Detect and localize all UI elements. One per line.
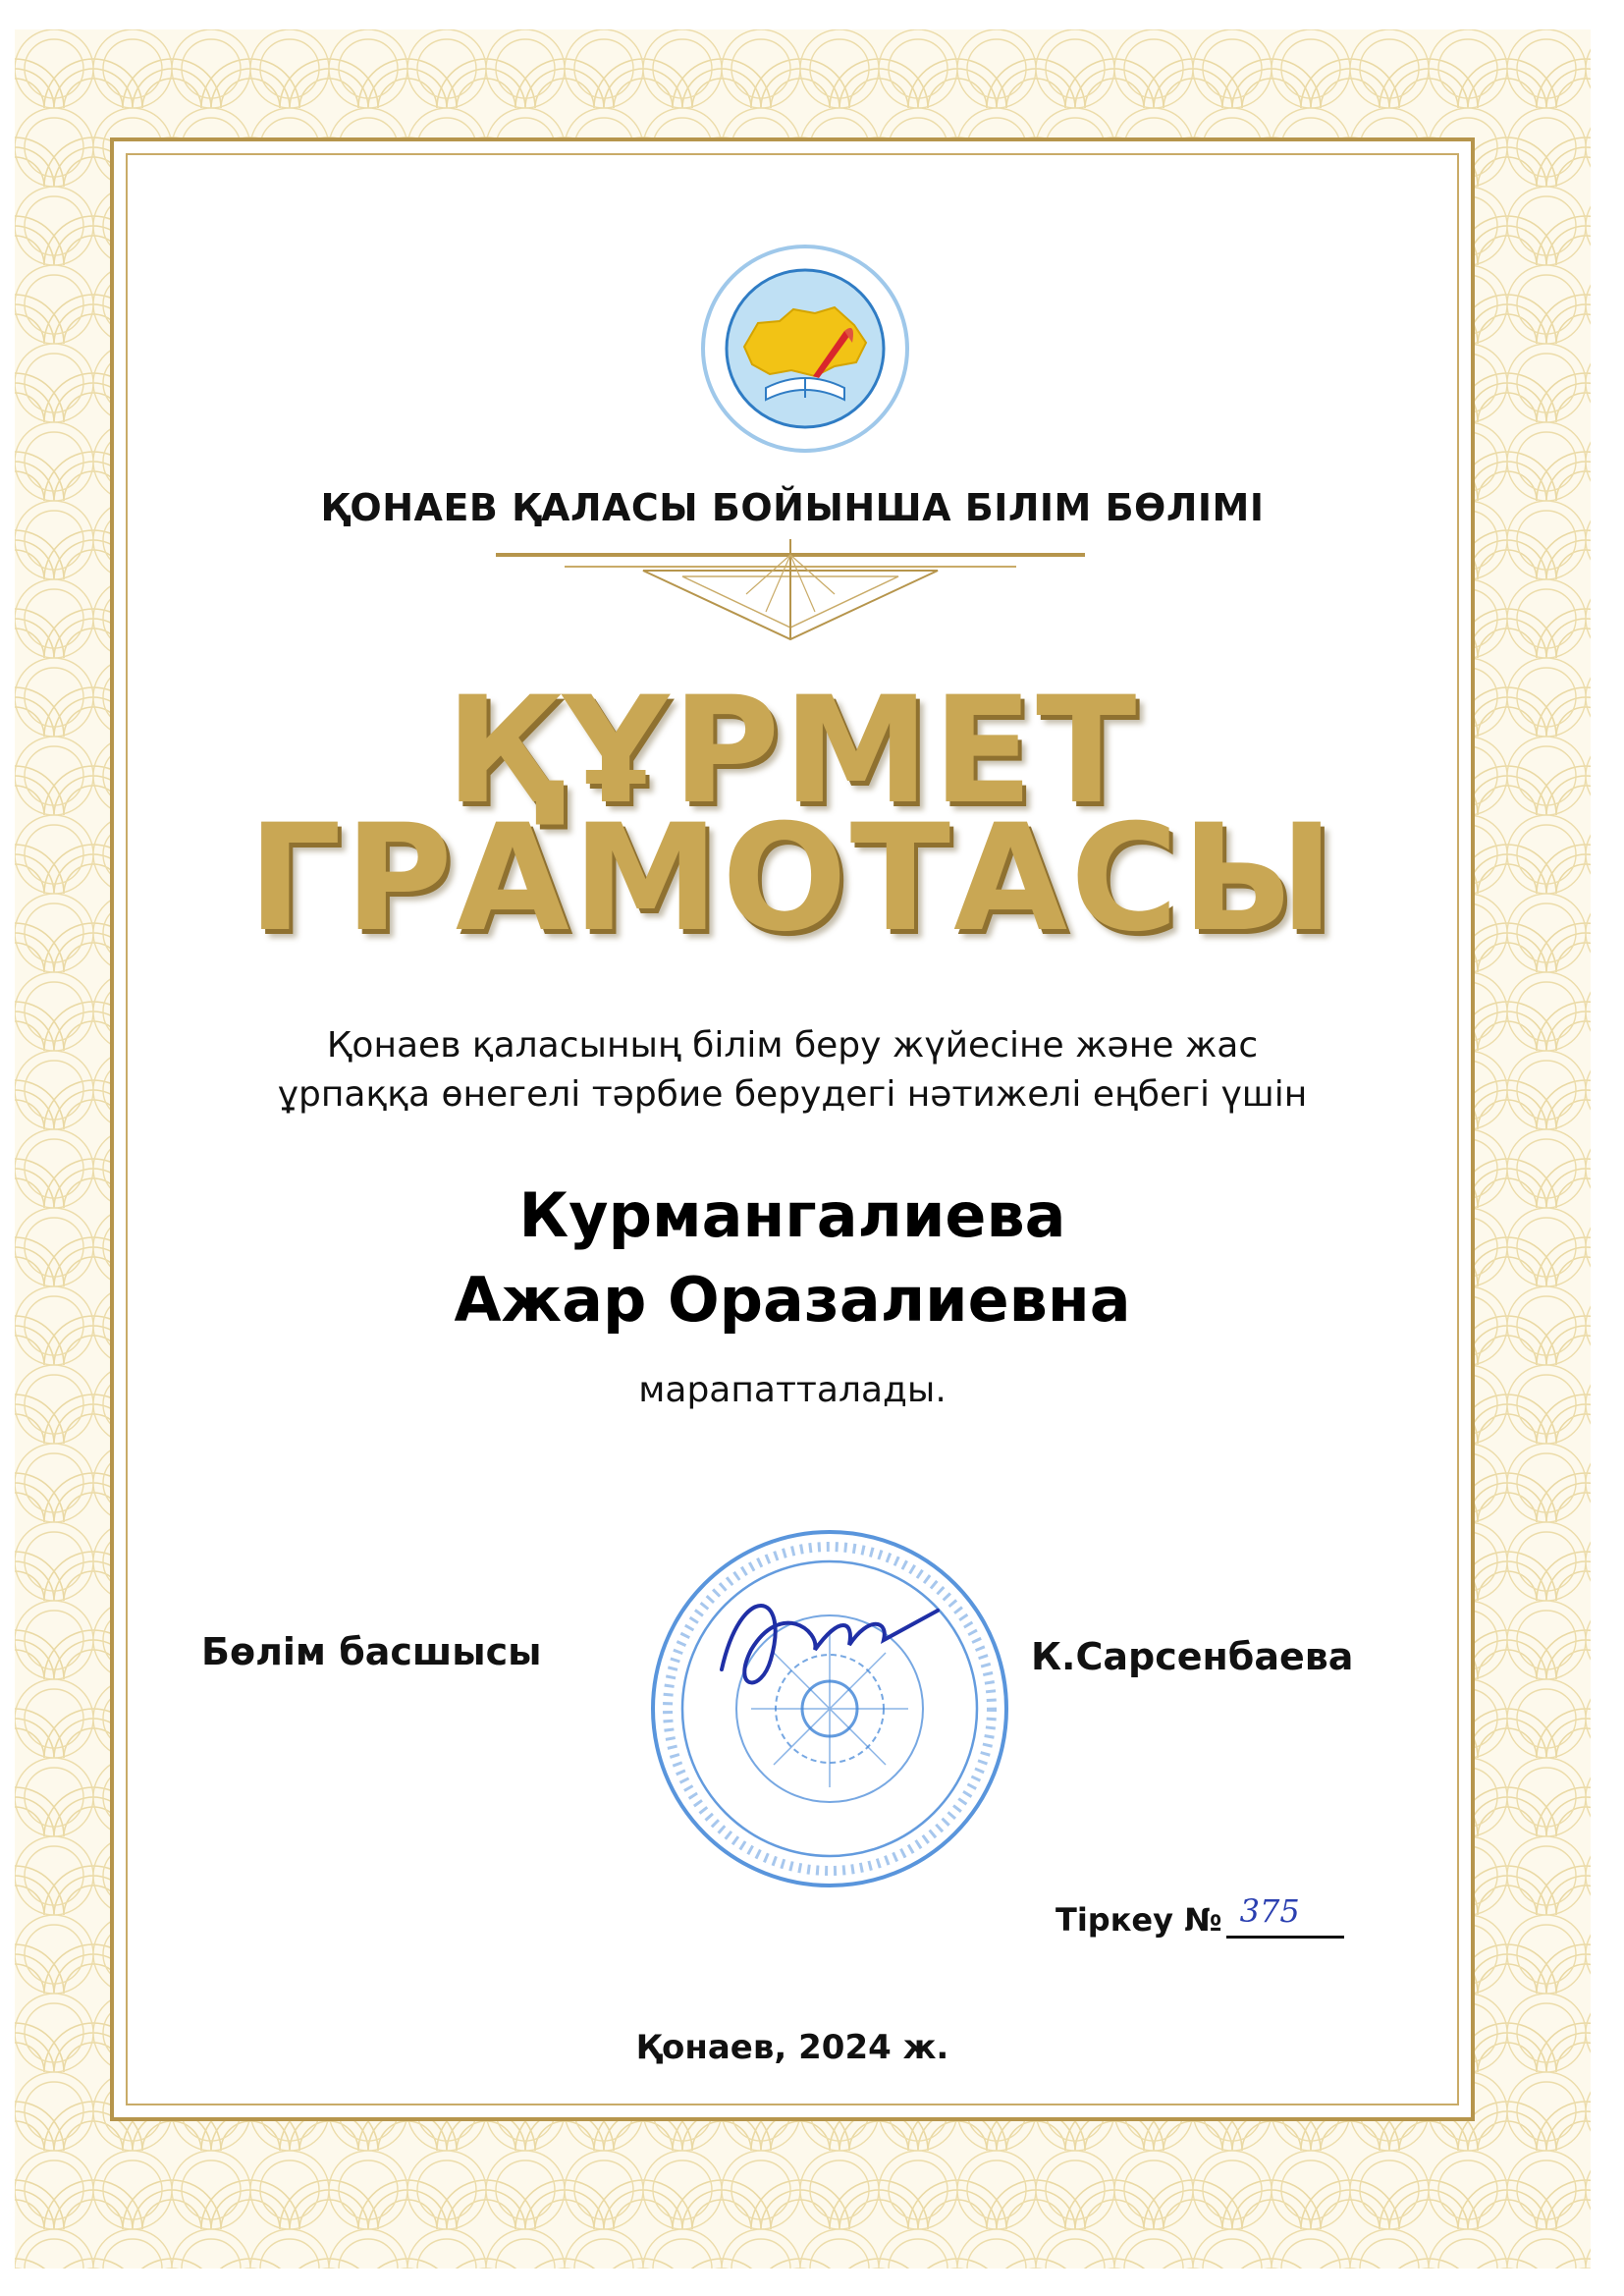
certificate-title-line1: ҚҰРМЕТ xyxy=(445,666,1140,837)
awarded-text: марапатталады. xyxy=(638,1370,947,1410)
recipient-name xyxy=(128,1174,1457,1342)
art-deco-ornament xyxy=(496,535,1085,643)
recipient-surname: Курмангалиева xyxy=(518,1179,1066,1251)
recipient-given-names: Ажар Оразалиевна xyxy=(454,1264,1131,1336)
place-and-year: Қонаев, 2024 ж. xyxy=(635,2028,949,2067)
registration-number-line xyxy=(1226,1892,1344,1939)
award-reason xyxy=(128,1021,1457,1120)
signer-position: Бөлім басшысы xyxy=(201,1630,542,1673)
registration-row xyxy=(1056,1892,1344,1939)
award-reason-line1: Қонаев қаласының білім беру жүйесіне және жас xyxy=(326,1025,1259,1066)
education-department-emblem-icon xyxy=(697,241,913,457)
official-seal-icon xyxy=(643,1522,1016,1895)
registration-number: 375 xyxy=(1239,1892,1300,1930)
certificate-title-line2: ГРАМОТАСЫ xyxy=(247,793,1337,964)
signer-name: К.Сарсенбаева xyxy=(1031,1635,1354,1678)
award-reason-line2: ұрпаққа өнегелі тәрбие берудегі нәтижелі еңбегі үшін xyxy=(277,1074,1308,1115)
organization-title: ҚОНАЕВ ҚАЛАСЫ БОЙЫНША БІЛІМ БӨЛІМІ xyxy=(320,486,1265,529)
registration-label: Тіркеу № xyxy=(1056,1901,1222,1939)
